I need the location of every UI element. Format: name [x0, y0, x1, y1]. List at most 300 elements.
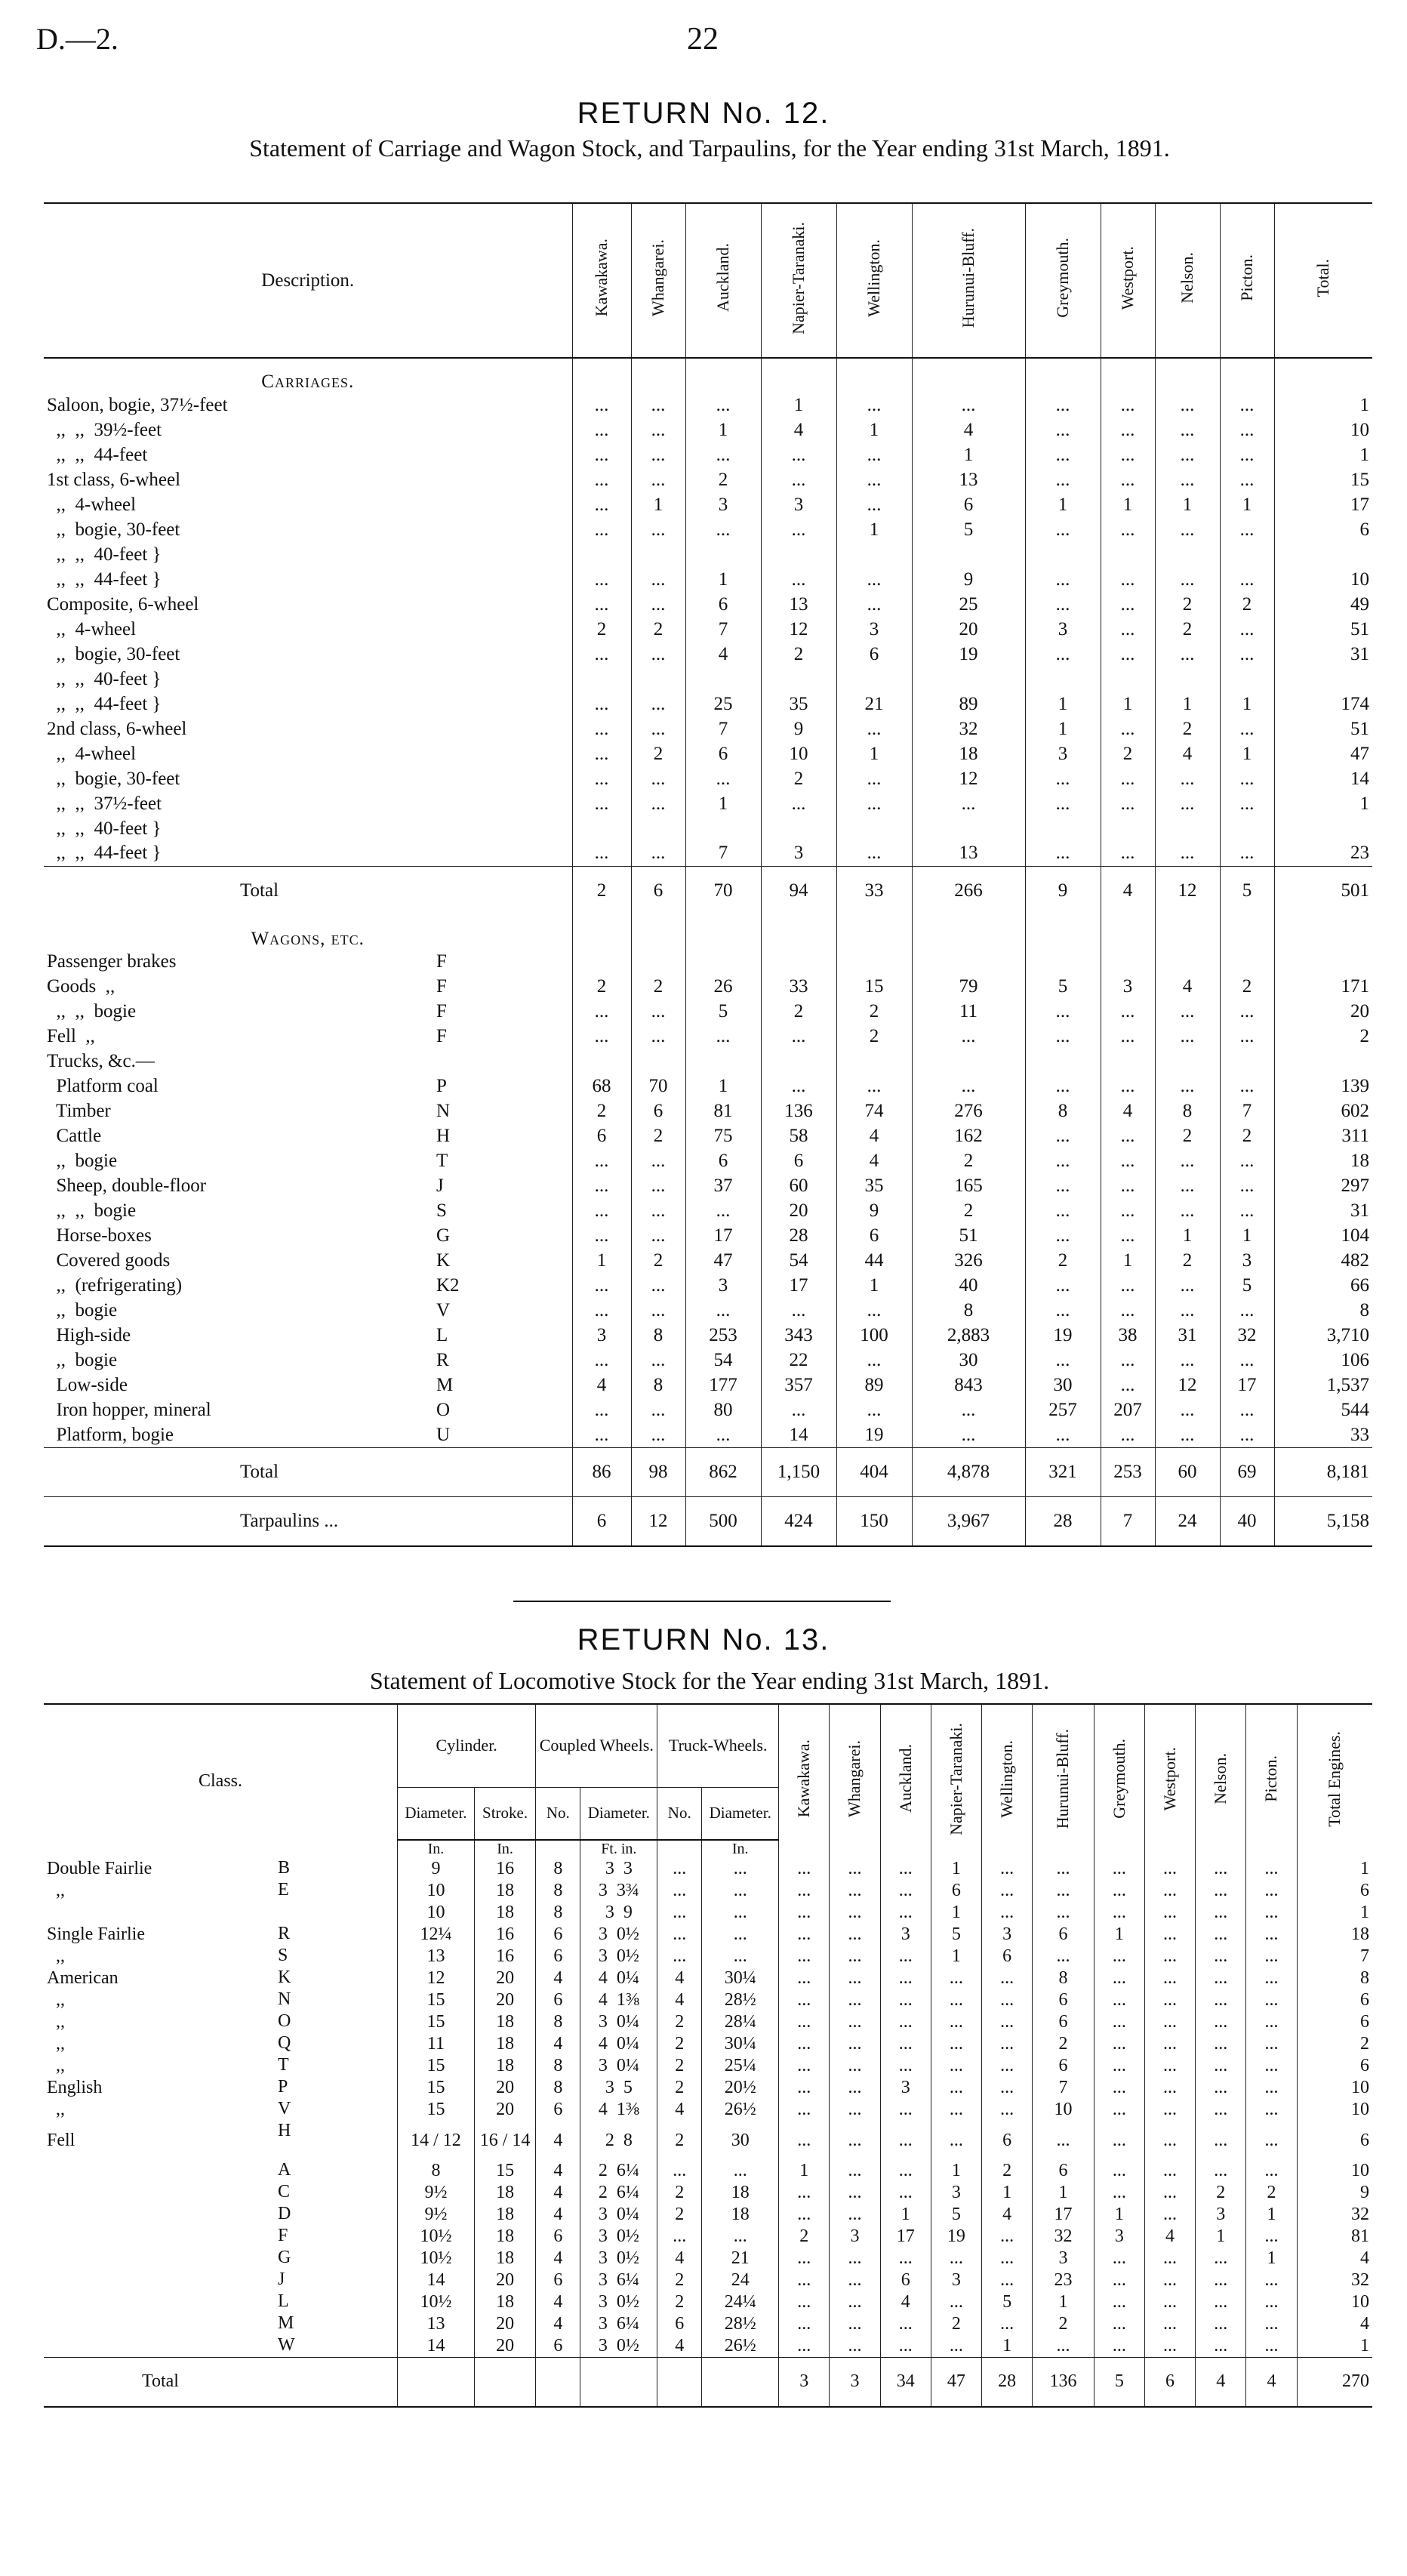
spec-tno-cell: 4 [657, 2335, 702, 2357]
engine-count-cell: ... [880, 2033, 931, 2055]
description-text: ,, ,, 40-feet } [47, 544, 162, 565]
description-text: Fell ,, [47, 1026, 95, 1046]
locomotive-class-code: V [278, 2099, 291, 2118]
value-cell: 1 [1220, 492, 1274, 517]
engine-count-cell: 1 [1297, 2335, 1372, 2357]
value-cell [572, 816, 631, 841]
value-cell: 3 [1025, 617, 1101, 642]
wagon-class-code: M [436, 1374, 454, 1395]
engine-count-cell: ... [1196, 2269, 1246, 2291]
engine-count-cell: 4 [982, 2204, 1033, 2226]
value-cell: 31 [1155, 1323, 1220, 1348]
engine-count-cell: ... [880, 1902, 931, 1924]
spec-cdia-cell: 3 0½ [580, 2291, 657, 2313]
value-cell: 2 [761, 642, 836, 667]
value-cell [1101, 1049, 1155, 1074]
empty-cell [761, 915, 836, 950]
spec-tdia-cell: 26½ [702, 2099, 779, 2121]
empty-cell [1155, 915, 1220, 950]
spec-tdia-cell: ... [702, 1946, 779, 1967]
value-cell: ... [912, 393, 1025, 418]
carriages-section-label: Carriages. [261, 371, 355, 392]
engine-count-cell: 10 [1297, 2291, 1372, 2313]
spec-dia-cell: 12¼ [398, 1924, 475, 1946]
value-cell: ... [836, 1299, 912, 1323]
value-cell: ... [836, 1348, 912, 1373]
spec-stroke-cell: 16 [474, 1946, 535, 1967]
value-cell: 47 [685, 1249, 761, 1274]
engine-count-cell: ... [1196, 1858, 1246, 1880]
description-text: High-side [47, 1325, 131, 1345]
value-cell [836, 1049, 912, 1074]
truck-diameter-header: Diameter. [702, 1787, 779, 1840]
engine-count-cell: ... [779, 1946, 830, 1967]
wagon-total-row [44, 1448, 1372, 1497]
locomotive-type: ,, [47, 2012, 65, 2032]
empty-cell [1101, 358, 1155, 393]
spec-stroke-cell: 18 [474, 2011, 535, 2033]
engine-count-cell: 32 [1297, 2204, 1372, 2226]
spec-stroke-cell: 20 [474, 2099, 535, 2121]
row-description [44, 393, 572, 418]
total-engine-cell: 6 [1144, 2357, 1195, 2407]
spec-tno-cell: 6 [657, 2313, 702, 2335]
return-12-column-header [685, 203, 761, 358]
row-description [44, 1000, 572, 1025]
return-13-column-header [1094, 1704, 1144, 1858]
description-text: Platform coal [47, 1076, 159, 1096]
value-cell: 60 [761, 1174, 836, 1199]
spec-cdia-cell: 3 3 [580, 1858, 657, 1880]
row-description [44, 467, 572, 492]
table-row [44, 1000, 1372, 1025]
engine-count-cell: ... [1196, 2313, 1246, 2335]
value-cell: ... [631, 1149, 685, 1174]
spec-stroke-cell: 18 [474, 1902, 535, 1924]
engine-count-cell: ... [1246, 2226, 1297, 2248]
value-cell: ... [836, 791, 912, 816]
locomotive-row [44, 2291, 1372, 2313]
engine-count-cell: 2 [779, 2226, 830, 2248]
description-text: ,, 4-wheel [47, 743, 137, 764]
spec-stroke-cell: 16 [474, 1858, 535, 1880]
value-cell: 54 [685, 1348, 761, 1373]
value-cell: 20 [912, 617, 1025, 642]
value-cell: 21 [836, 692, 912, 716]
value-cell: 3 [685, 492, 761, 517]
value-cell: 8 [1025, 1099, 1101, 1124]
spec-dia-cell: 14 [398, 2335, 475, 2357]
value-cell [761, 1049, 836, 1074]
value-cell: 13 [912, 841, 1025, 866]
spec-dia-cell: 8 [398, 2160, 475, 2182]
value-cell: 2 [1220, 1124, 1274, 1149]
row-description [44, 1348, 572, 1373]
engine-count-cell: 6 [1033, 1924, 1094, 1946]
table-row [44, 1124, 1372, 1149]
engine-count-cell: ... [830, 1967, 880, 1989]
wagon-class-code: N [436, 1100, 451, 1121]
value-cell: 7 [1220, 1099, 1274, 1124]
engine-count-cell: 6 [931, 1880, 981, 1902]
locomotive-row [44, 2160, 1372, 2182]
value-cell: 9 [836, 1199, 912, 1224]
locomotive-type: Double Fairlie [47, 1859, 152, 1878]
engine-count-cell: ... [880, 1967, 931, 1989]
column-header-label: Nelson. [1211, 1753, 1230, 1804]
value-cell: ... [836, 1398, 912, 1423]
wagon-class-code: R [436, 1349, 449, 1370]
engine-count-cell: 1 [1094, 2204, 1144, 2226]
engine-count-cell: 1 [1033, 2182, 1094, 2204]
wagon-total-row-label: Total [44, 1448, 572, 1497]
row-description [44, 1074, 572, 1099]
value-cell: ... [1155, 841, 1220, 866]
total-value-cell: 500 [685, 1497, 761, 1547]
locomotive-class-cell [44, 2182, 398, 2204]
engine-count-cell: ... [830, 2291, 880, 2313]
spec-cno-cell: 4 [536, 2204, 580, 2226]
column-header-label: Total Engines. [1325, 1730, 1344, 1827]
spec-tdia-cell: ... [702, 1902, 779, 1924]
column-header-label: Total. [1313, 258, 1333, 297]
value-cell: 1 [1220, 692, 1274, 716]
locomotive-class-code: T [278, 2055, 289, 2075]
spec-cno-cell: 6 [536, 2226, 580, 2248]
locomotive-class-cell [44, 1902, 398, 1924]
value-cell: ... [631, 592, 685, 617]
value-cell: 9 [912, 567, 1025, 592]
value-cell [685, 950, 761, 975]
return-13-column-header [1196, 1704, 1246, 1858]
value-cell: ... [1025, 517, 1101, 542]
engine-count-cell: ... [830, 2248, 880, 2269]
value-cell: ... [685, 1025, 761, 1049]
engine-count-cell: 6 [1033, 1989, 1094, 2011]
truck-no-header: No. [657, 1787, 702, 1840]
engine-count-cell: ... [830, 1858, 880, 1880]
total-engine-cell: 28 [982, 2357, 1033, 2407]
table-row [44, 1224, 1372, 1249]
value-cell: ... [631, 791, 685, 816]
value-cell [1155, 542, 1220, 567]
value-cell: 19 [912, 642, 1025, 667]
spec-dia-cell: 9½ [398, 2182, 475, 2204]
value-cell: ... [1155, 791, 1220, 816]
table-row [44, 1423, 1372, 1448]
value-cell: ... [1220, 1025, 1274, 1049]
engine-count-cell: 6 [1033, 2011, 1094, 2033]
value-cell: 257 [1025, 1398, 1101, 1423]
engine-count-cell: 3 [982, 1924, 1033, 1946]
value-cell: 15 [1274, 467, 1372, 492]
value-cell: ... [1025, 1423, 1101, 1448]
empty-cell [761, 358, 836, 393]
value-cell: ... [1101, 1149, 1155, 1174]
engine-count-cell: ... [931, 2121, 981, 2160]
spec-cno-cell: 8 [536, 2011, 580, 2033]
spec-stroke-cell: 18 [474, 2248, 535, 2269]
value-cell: 2 [836, 1025, 912, 1049]
total-value-cell: 862 [685, 1448, 761, 1497]
value-cell: 10 [761, 741, 836, 766]
spec-cdia-cell: 3 6¼ [580, 2313, 657, 2335]
locomotive-type: English [47, 2078, 103, 2097]
locomotive-class-cell [44, 2248, 398, 2269]
coupled-no-header: No. [536, 1787, 580, 1840]
return-13-column-header [830, 1704, 880, 1858]
value-cell: ... [1155, 418, 1220, 442]
value-cell: ... [836, 592, 912, 617]
value-cell: ... [572, 1174, 631, 1199]
value-cell: ... [572, 1224, 631, 1249]
value-cell [912, 667, 1025, 692]
value-cell: 32 [1220, 1323, 1274, 1348]
value-cell: 1 [912, 442, 1025, 467]
engine-count-cell: 32 [1033, 2226, 1094, 2248]
spec-tdia-cell: 28½ [702, 1989, 779, 2011]
engine-count-cell: ... [880, 2182, 931, 2204]
value-cell: 1 [836, 418, 912, 442]
value-cell: ... [685, 393, 761, 418]
table-row [44, 517, 1372, 542]
value-cell: ... [1220, 1199, 1274, 1224]
engine-count-cell: 1 [931, 1858, 981, 1880]
engine-count-cell: ... [1196, 2011, 1246, 2033]
spec-tdia-cell: 24¼ [702, 2291, 779, 2313]
wagon-class-code: K [436, 1249, 451, 1271]
value-cell: ... [1025, 467, 1101, 492]
value-cell: ... [912, 1074, 1025, 1099]
value-cell: 171 [1274, 975, 1372, 1000]
engine-count-cell: ... [1094, 1946, 1144, 1967]
row-description [44, 1174, 572, 1199]
engine-count-cell: 1 [1246, 2204, 1297, 2226]
value-cell [572, 1049, 631, 1074]
value-cell: ... [1101, 517, 1155, 542]
value-cell [1220, 816, 1274, 841]
engine-count-cell: ... [830, 2160, 880, 2182]
value-cell: 3 [572, 1323, 631, 1348]
engine-count-cell: ... [982, 2248, 1033, 2269]
engine-count-cell: 81 [1297, 2226, 1372, 2248]
value-cell: ... [761, 517, 836, 542]
cyl-dia-unit: In. [398, 1840, 475, 1858]
value-cell [1220, 1049, 1274, 1074]
value-cell: 3 [761, 492, 836, 517]
locomotive-type: ,, [47, 2056, 65, 2075]
row-description [44, 1099, 572, 1124]
locomotive-class-cell [44, 1989, 398, 2011]
table-row [44, 1049, 1372, 1074]
value-cell: ... [1101, 1174, 1155, 1199]
empty-cell [836, 358, 912, 393]
value-cell: 3 [1025, 741, 1101, 766]
value-cell: ... [836, 716, 912, 741]
locomotive-row [44, 2033, 1372, 2055]
empty-cell [398, 2357, 475, 2407]
table-row [44, 467, 1372, 492]
engine-count-cell: ... [779, 2182, 830, 2204]
spec-dia-cell: 10½ [398, 2248, 475, 2269]
value-cell [1220, 542, 1274, 567]
value-cell: 1 [1025, 716, 1101, 741]
locomotive-class-cell [44, 2033, 398, 2055]
value-cell: 51 [912, 1224, 1025, 1249]
engine-count-cell: ... [982, 2269, 1033, 2291]
value-cell: ... [836, 567, 912, 592]
locomotive-class-cell [44, 2011, 398, 2033]
value-cell: 68 [572, 1074, 631, 1099]
cylinder-diameter-header: Diameter. [398, 1787, 475, 1840]
value-cell: ... [761, 1299, 836, 1323]
locomotive-class-cell [44, 2269, 398, 2291]
locomotive-class-cell [44, 1924, 398, 1946]
row-description [44, 617, 572, 642]
value-cell [836, 667, 912, 692]
value-cell: ... [572, 592, 631, 617]
spec-stroke-cell: 18 [474, 2055, 535, 2077]
value-cell [1101, 542, 1155, 567]
value-cell: ... [1101, 1224, 1155, 1249]
engine-count-cell: ... [1246, 2335, 1297, 2357]
value-cell: 1 [836, 741, 912, 766]
value-cell: 4 [1155, 975, 1220, 1000]
return-12-title: RETURN No. 12. [577, 97, 830, 130]
column-header-label: Napier-Taranaki. [789, 221, 808, 334]
locomotive-class-cell [44, 2335, 398, 2357]
engine-count-cell: ... [1144, 2121, 1195, 2160]
value-cell: 174 [1274, 692, 1372, 716]
value-cell [1274, 542, 1372, 567]
spec-cdia-cell: 3 0½ [580, 2248, 657, 2269]
value-cell: 1 [1274, 393, 1372, 418]
value-cell: ... [1155, 642, 1220, 667]
value-cell: 12 [912, 766, 1025, 791]
value-cell: ... [1220, 1299, 1274, 1323]
spec-tno-cell: ... [657, 1924, 702, 1946]
engine-count-cell: ... [779, 2291, 830, 2313]
engine-count-cell: ... [830, 2055, 880, 2077]
locomotive-class-code: L [278, 2291, 289, 2311]
empty-cell [1101, 915, 1155, 950]
engine-count-cell: ... [1144, 1858, 1195, 1880]
value-cell: 58 [761, 1124, 836, 1149]
value-cell: ... [685, 1423, 761, 1448]
engine-count-cell: 5 [982, 2291, 1033, 2313]
engine-count-cell: ... [1144, 2011, 1195, 2033]
locomotive-class-code: J [278, 2269, 285, 2289]
value-cell: 51 [1274, 617, 1372, 642]
engine-count-cell: 10 [1297, 2160, 1372, 2182]
engine-count-cell: ... [779, 1967, 830, 1989]
engine-count-cell: ... [1144, 2077, 1195, 2099]
value-cell [1155, 816, 1220, 841]
total-value-cell: 424 [761, 1497, 836, 1547]
engine-count-cell: 9 [1297, 2182, 1372, 2204]
spec-tno-cell: 4 [657, 2099, 702, 2121]
engine-count-cell: ... [779, 2011, 830, 2033]
value-cell: ... [1025, 642, 1101, 667]
row-description [44, 1025, 572, 1049]
empty-cell [572, 358, 631, 393]
description-text: ,, ,, 44-feet } [47, 843, 162, 864]
empty-cell [572, 915, 631, 950]
value-cell [1101, 816, 1155, 841]
cyl-stroke-unit: In. [474, 1840, 535, 1858]
total-value-cell: 9 [1025, 866, 1101, 915]
spec-tdia-cell: ... [702, 2226, 779, 2248]
description-text: ,, ,, 40-feet } [47, 818, 162, 839]
engine-count-cell: 1 [1033, 2291, 1094, 2313]
table-row [44, 975, 1372, 1000]
spec-cno-cell: 6 [536, 2099, 580, 2121]
value-cell: ... [631, 1274, 685, 1299]
engine-count-cell: ... [1033, 1858, 1094, 1880]
value-cell: ... [1220, 1398, 1274, 1423]
value-cell: 177 [685, 1373, 761, 1398]
value-cell: ... [1025, 1000, 1101, 1025]
locomotive-row [44, 1902, 1372, 1924]
engine-count-cell: ... [1246, 2055, 1297, 2077]
value-cell: 843 [912, 1373, 1025, 1398]
value-cell: 31 [1274, 1199, 1372, 1224]
row-description [44, 1124, 572, 1149]
engine-count-cell: 6 [1297, 1989, 1372, 2011]
value-cell [1155, 667, 1220, 692]
value-cell: 6 [631, 1099, 685, 1124]
value-cell: ... [836, 766, 912, 791]
value-cell: 89 [836, 1373, 912, 1398]
engine-count-cell: ... [1144, 2313, 1195, 2335]
value-cell: ... [1155, 467, 1220, 492]
value-cell [685, 1049, 761, 1074]
column-header-label: Greymouth. [1109, 1739, 1128, 1819]
engine-count-cell: 8 [1033, 1967, 1094, 1989]
coupled-group-header: Coupled Wheels. [536, 1704, 657, 1787]
total-value-cell: 94 [761, 866, 836, 915]
value-cell: ... [761, 1398, 836, 1423]
value-cell: 20 [1274, 1000, 1372, 1025]
spec-cno-cell: 4 [536, 2182, 580, 2204]
engine-count-cell: ... [982, 2099, 1033, 2121]
table-row [44, 418, 1372, 442]
engine-count-cell: ... [1196, 2335, 1246, 2357]
value-cell: ... [1155, 1074, 1220, 1099]
value-cell [912, 950, 1025, 975]
spec-tdia-cell: 18 [702, 2182, 779, 2204]
carriage-total-row-label: Total [44, 866, 572, 915]
engine-count-cell: ... [880, 1880, 931, 1902]
engine-count-cell: ... [880, 2055, 931, 2077]
spec-cno-cell: 8 [536, 2055, 580, 2077]
value-cell: ... [1101, 1274, 1155, 1299]
row-description [44, 542, 572, 567]
row-description [44, 716, 572, 741]
value-cell: ... [1155, 442, 1220, 467]
engine-count-cell: 1 [880, 2204, 931, 2226]
engine-count-cell: ... [1144, 1880, 1195, 1902]
value-cell: 6 [912, 492, 1025, 517]
spec-cno-cell: 6 [536, 2335, 580, 2357]
value-cell: 2 [572, 617, 631, 642]
locomotive-class-cell [44, 2160, 398, 2182]
engine-count-cell: ... [830, 2099, 880, 2121]
column-header-label: Picton. [1261, 1755, 1281, 1802]
engine-count-cell: ... [1246, 2121, 1297, 2160]
value-cell: ... [1220, 1074, 1274, 1099]
spec-cdia-cell: 3 3¾ [580, 1880, 657, 1902]
